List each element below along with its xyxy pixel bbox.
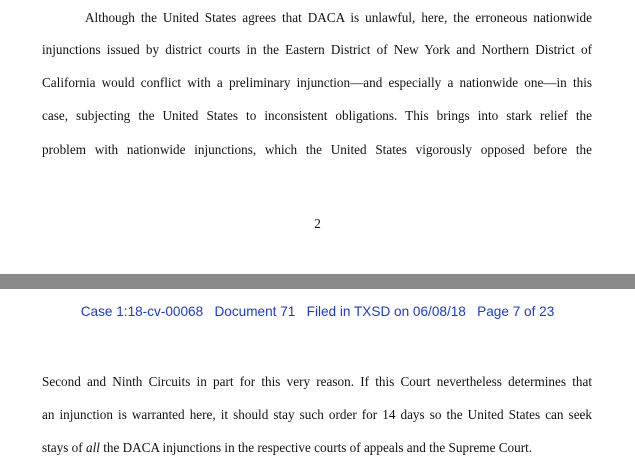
paragraph-line-6: Second and Ninth Circuits in part for this very reason. If this Court nevertheless determines that <box>42 374 592 389</box>
case-header: Case 1:18-cv-00068 Document 71 Filed in TXSD on 06/08/18 Page 7 of 23 <box>80 304 555 319</box>
paragraph-line-8 <box>42 440 592 456</box>
text-run: stays of <box>42 440 86 455</box>
page-number: 2 <box>314 216 321 231</box>
paragraph-line-2: injunctions issued by district courts in the Eastern District of New York and Northern District of <box>42 42 592 57</box>
paragraph-line-7: an injunction is warranted here, it should stay such order for 14 days so the United States can seek <box>42 407 592 422</box>
paragraph-line-3: California would conflict with a preliminary injunction—and especially a nationwide one—in this <box>42 75 592 90</box>
text-run: the DACA injunctions in the respective courts of appeals and the Supreme Court. <box>99 440 533 455</box>
page-divider <box>0 274 635 289</box>
paragraph-line-1: Although the United States agrees that DACA is unlawful, here, the erroneous nationwide <box>85 10 592 25</box>
emphasis-all: all <box>85 440 100 455</box>
paragraph-line-5: problem with nationwide injunctions, which the United States vigorously opposed before the <box>42 142 592 157</box>
paragraph-line-4: case, subjecting the United States to inconsistent obligations. This brings into stark relief the <box>42 108 592 123</box>
